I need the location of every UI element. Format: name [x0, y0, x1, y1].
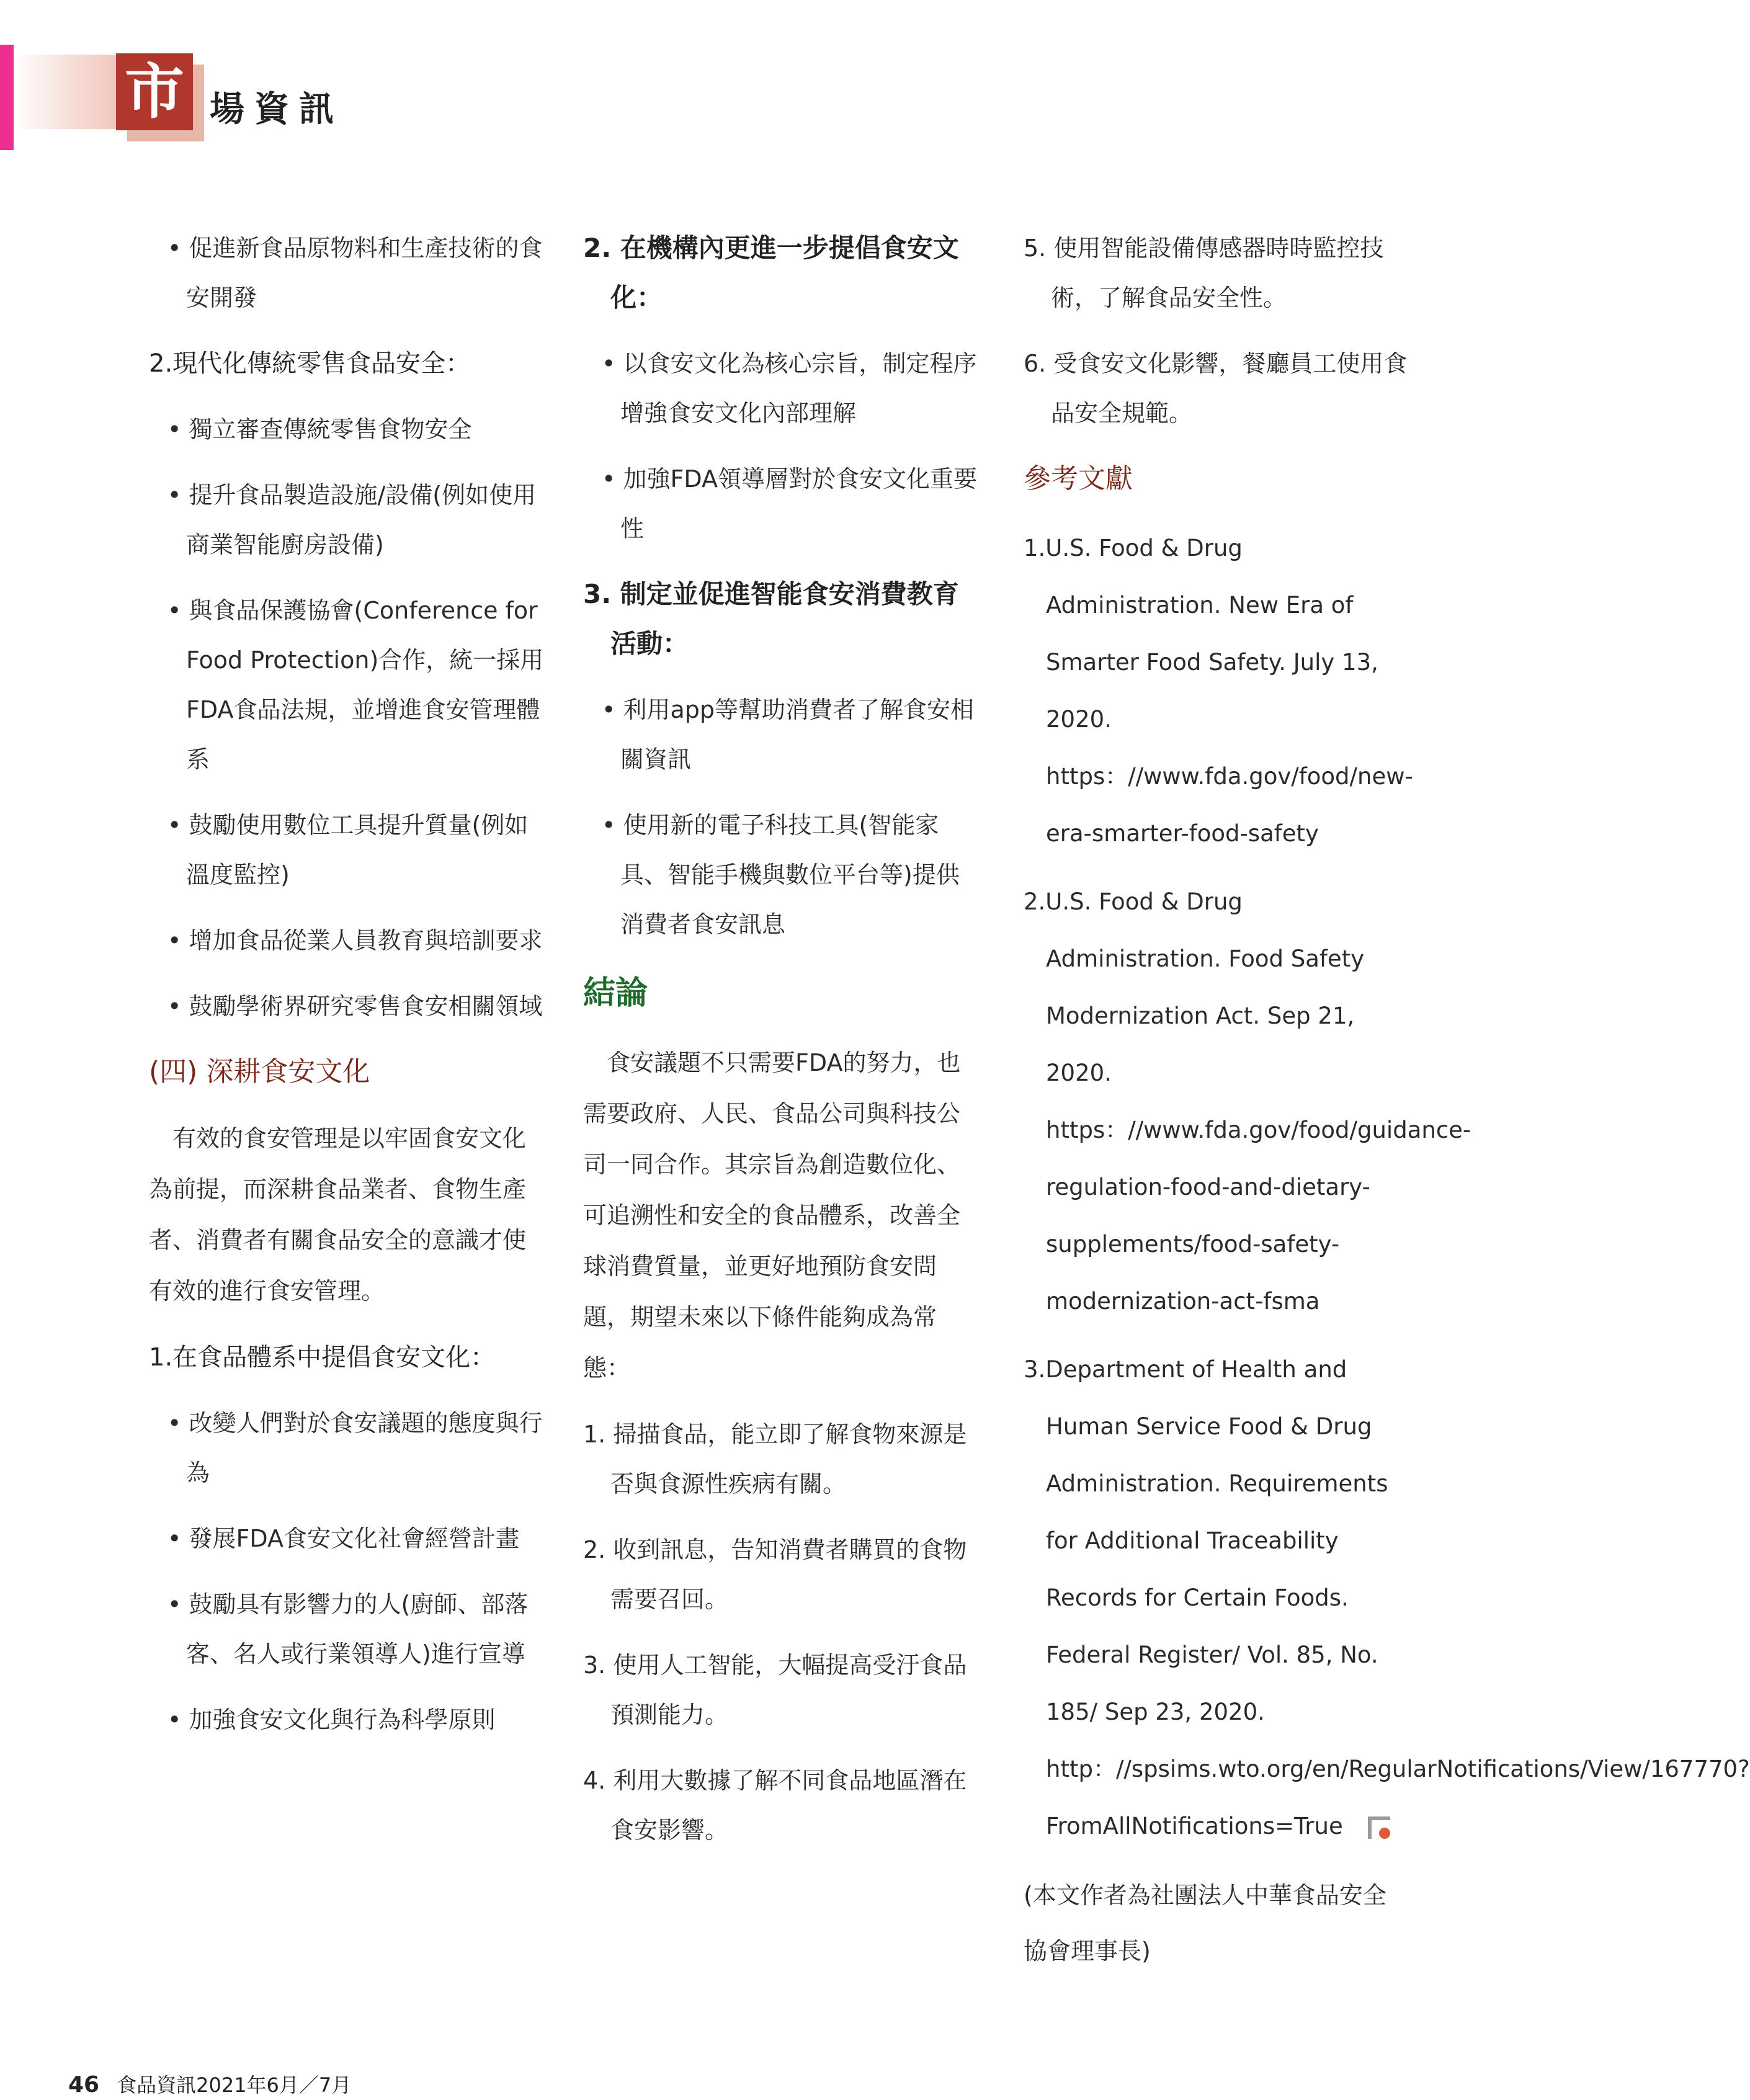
- list-item: • 使用新的電子科技工具(智能家具、智能手機與數位平台等)提供消費者食安訊息: [583, 800, 980, 949]
- numbered-item: 4. 利用大數據了解不同食品地區潛在食安影響。: [583, 1767, 967, 1844]
- numbered-item: 1. 掃描食品，能立即了解食物來源是否與食源性疾病有關。: [583, 1421, 967, 1498]
- list-item: • 加強食安文化與行為科學原則: [149, 1695, 546, 1745]
- numbered-item: 2. 收到訊息，告知消費者購買的食物需要召回。: [583, 1536, 967, 1613]
- numbered-item: 6. 受食安文化影響，餐廳員工使用食品安全規範。: [1024, 350, 1408, 427]
- subheading: 3. 制定並促進智能食安消費教育活動：: [583, 579, 959, 659]
- list-item: • 提升食品製造設施/設備(例如使用商業智能廚房設備): [149, 470, 546, 570]
- list-item: • 鼓勵具有影響力的人(廚師、部落客、名人或行業領導人)進行宣導: [149, 1579, 546, 1679]
- conclusion-heading: 結論: [583, 975, 648, 1012]
- column-3: [1024, 223, 1750, 1979]
- list-item: • 以食安文化為核心宗旨，制定程序增強食安文化內部理解: [583, 339, 980, 438]
- list-item: • 與食品保護協會(Conference for Food Protection)合作，統一採用FDA食品法規，並增進食安管理體系: [149, 586, 546, 784]
- subheading: 2. 在機構內更進一步提倡食安文化：: [583, 233, 959, 313]
- numbered-item: 5. 使用智能設備傳感器時時監控技術，了解食品安全性。: [1024, 235, 1384, 311]
- list-item: • 利用app等幫助消費者了解食安相關資訊: [583, 685, 980, 784]
- section-heading: (四) 深耕食安文化: [149, 1056, 370, 1088]
- column-1: [149, 223, 546, 1761]
- publication-name: 食品資訊2021年6月／7月: [117, 2073, 352, 2097]
- references-heading: 參考文獻: [1024, 463, 1133, 494]
- page-footer: [68, 2070, 351, 2098]
- end-of-article-icon: [1368, 1816, 1390, 1839]
- header-pink-strip: [0, 45, 14, 150]
- list-item: • 獨立審查傳統零售食物安全: [149, 404, 546, 454]
- list-item: • 促進新食品原物料和生產技術的食安開發: [149, 223, 546, 323]
- reference-item: 2.U.S. Food & Drug Administration. Food Safety Modernization Act. Sep 21, 2020. https：//www.fda.gov/food/guidance-regulation-food-and-dietary-supplements/food-safety-modernization-act-fsma: [1024, 888, 1471, 1315]
- subheading: 2.現代化傳統零售食品安全：: [149, 349, 471, 378]
- paragraph: 食安議題不只需要FDA的努力，也需要政府、人民、食品公司與科技公司一同合作。其宗旨為創造數位化、可追溯性和安全的食品體系，改善全球消費質量，並更好地預防食安問題，期望未來以下條件能夠成為常態：: [583, 1049, 961, 1382]
- list-item: • 加強FDA領導層對於食安文化重要性: [583, 454, 980, 553]
- list-item: • 增加食品從業人員教育與培訓要求: [149, 916, 546, 965]
- list-item: • 鼓勵學術界研究零售食安相關領域: [149, 981, 546, 1031]
- section-header-box: 市: [116, 53, 193, 130]
- paragraph: 有效的食安管理是以牢固食安文化為前提，而深耕食品業者、食物生產者、消費者有關食品安全的意識才使有效的進行食安管理。: [149, 1125, 527, 1305]
- column-2: [583, 223, 980, 1871]
- section-header-title: 場資訊: [210, 89, 344, 130]
- page-number: 46: [68, 2072, 100, 2098]
- numbered-item: 3. 使用人工智能，大幅提高受汙食品預測能力。: [583, 1651, 967, 1728]
- author-note: (本文作者為社團法人中華食品安全協會理事長): [1024, 1882, 1386, 1965]
- subheading: 1.在食品體系中提倡食安文化：: [149, 1343, 496, 1372]
- list-item: • 改變人們對於食安議題的態度與行為: [149, 1398, 546, 1498]
- header-band: [14, 55, 116, 129]
- reference-text: 3.Department of Health and Human Service Food & Drug Administration. Requirements for Additional Traceability Records for Certain Foods. Federal Register/ Vol. 85, No. 185/ Sep 23, 2020. http：//spsims.wto.org/en/RegularNotifications/View/167770?FromAllNotifications=True: [1024, 1356, 1750, 1839]
- list-item: • 鼓勵使用數位工具提升質量(例如溫度監控): [149, 800, 546, 900]
- list-item: • 發展FDA食安文化社會經營計畫: [149, 1514, 546, 1563]
- reference-item: 1.U.S. Food & Drug Administration. New Era of Smarter Food Safety. July 13, 2020. https：//www.fda.gov/food/new-era-smarter-food-safety: [1024, 535, 1413, 847]
- reference-item: [1024, 1341, 1750, 1855]
